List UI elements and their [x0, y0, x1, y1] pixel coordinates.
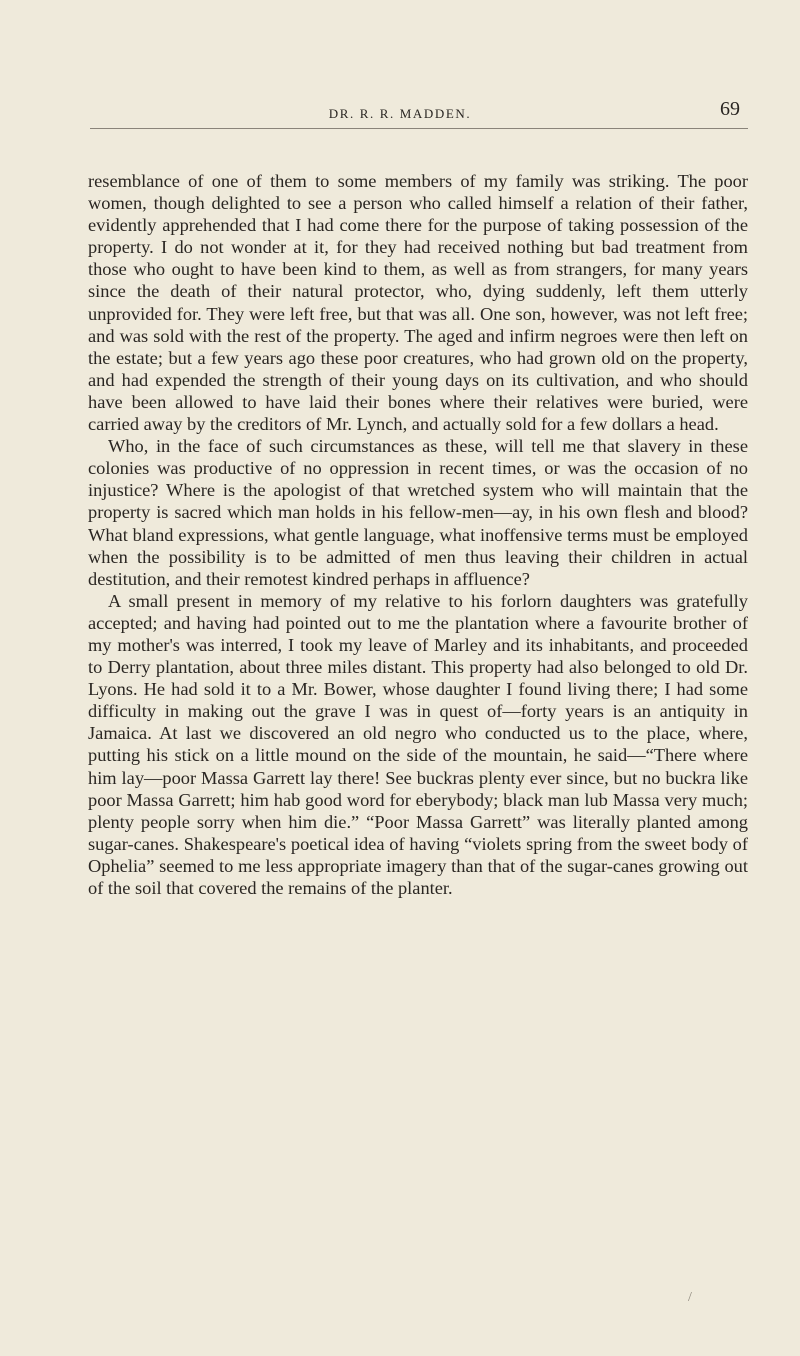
stray-mark: /	[688, 1290, 692, 1305]
running-head: DR. R. R. MADDEN.	[328, 106, 472, 121]
page-number: 69	[720, 98, 740, 120]
paragraph-continued: resemblance of one of them to some members of my family was striking. The poor women, though delighted to see a person who called himself a relation of their father, evidently apprehended that I had come there for the purpose of taking possession of the property. I do not wonder at it, for they had received nothing but bad treatment from those who ought to have been kind to them, as well as from strangers, for many years since the death of their natural protector, who, dying suddenly, left them utterly unprovided for. They were left free, but that was all. One son, however, was not left free; and was sold with the rest of the property. The aged and infirm negroes were then left on the estate; but a few years ago these poor creatures, who had grown old on the property, and had expended the strength of their young days on its cultivation, and who should have been allowed to have laid their bones where their relatives were buried, were carried away by the creditors of Mr. Lynch, and actually sold for a few dollars a head.	[88, 171, 748, 435]
header-rule	[90, 128, 748, 129]
body-text	[88, 170, 748, 899]
paragraph-derry-plantation: A small present in memory of my relative to his forlorn daughters was gratefully accepted; and having had pointed out to me the plantation where a favourite brother of my mother's was interred, I took my leave of Marley and its inhabitants, and proceeded to Derry plantation, about three miles distant. This property had also belonged to old Dr. Lyons. He had sold it to a Mr. Bower, whose daughter I found living there; I had some difficulty in making out the grave I was in quest of—forty years is an antiquity in Jamaica. At last we discovered an old negro who conducted us to the place, where, putting his stick on a little mound on the side of the mountain, he said—“There where him lay—poor Massa Garrett lay there! See buckras plenty ever since, but no buckra like poor Massa Garrett; him hab good word for eberybody; black man lub Massa very much; plenty people sorry when him die.” “Poor Massa Garrett” was literally planted among sugar-canes. Shakespeare's poetical idea of having “violets spring from the sweet body of Ophelia” seemed to me less appropriate imagery than that of the sugar-canes growing out of the soil that covered the remains of the planter.	[88, 590, 748, 898]
paragraph-slavery-question: Who, in the face of such circumstances as these, will tell me that slavery in these colonies was productive of no oppression in recent times, or was the occasion of no injustice? Where is the apologist of that wretched system who will maintain that the property is sacred which man holds in his fellow-men—ay, in his own flesh and blood? What bland expressions, what gentle language, what inoffensive terms must be employed when the possibility is to be admitted of men thus leaving their children in actual destitution, and their remotest kindred perhaps in affluence?	[88, 436, 748, 589]
